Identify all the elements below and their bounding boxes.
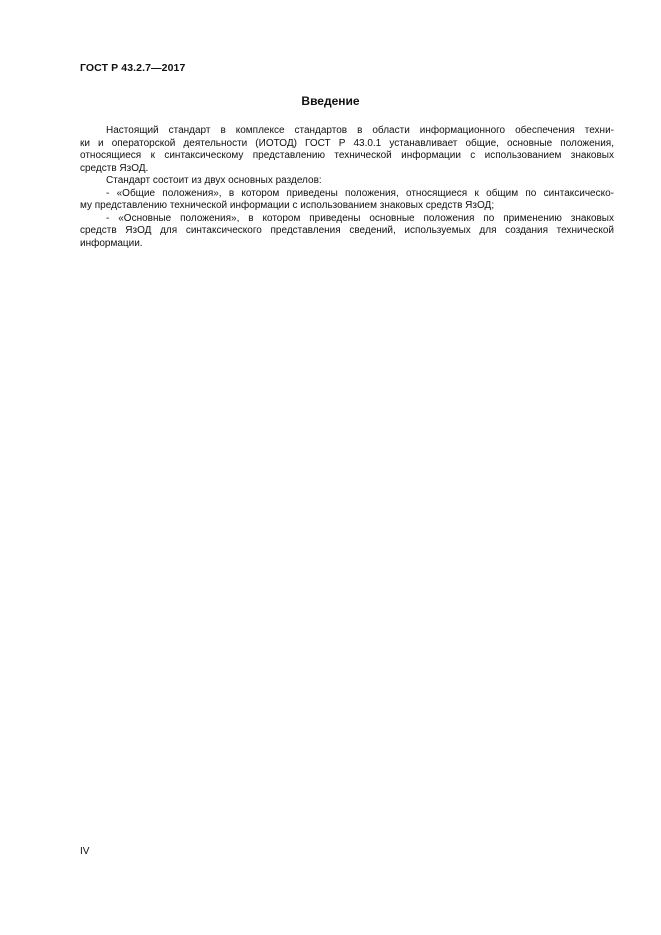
text-line: - «Основные положения», в котором приведены основные положения по применению знаковых bbox=[106, 212, 614, 224]
text-line: му представлению технической информации с использованием знаковых средств ЯзОД; bbox=[80, 200, 495, 211]
paragraph-intro bbox=[80, 125, 614, 175]
section-title: Введение bbox=[301, 94, 360, 108]
text-line: относящиеся к синтаксическому представлению технической информации с использованием знаковых bbox=[80, 150, 614, 161]
text-line: средств ЯзОД. bbox=[80, 162, 149, 174]
document-code-header: ГОСТ Р 43.2.7—2017 bbox=[80, 62, 186, 74]
text-line: средств ЯзОД для синтаксического представления сведений, используемых для создания технической bbox=[80, 225, 614, 236]
text-line: информации. bbox=[80, 237, 143, 249]
text-line: ки и операторской деятельности (ИОТОД) ГОСТ Р 43.0.1 устанавливает общие, основные положения, bbox=[80, 137, 614, 149]
text-line: Стандарт состоит из двух основных разделов: bbox=[106, 175, 322, 186]
text-line: Настоящий стандарт в комплексе стандартов в области информационного обеспечения техни- bbox=[106, 125, 614, 136]
document-body bbox=[80, 125, 614, 250]
paragraph-structure bbox=[80, 175, 614, 188]
page-number: IV bbox=[80, 846, 90, 857]
text-line: - «Общие положения», в котором приведены положения, относящиеся к общим по синтаксическо- bbox=[106, 187, 614, 199]
list-item-main bbox=[80, 213, 614, 251]
list-item-general bbox=[80, 188, 614, 213]
